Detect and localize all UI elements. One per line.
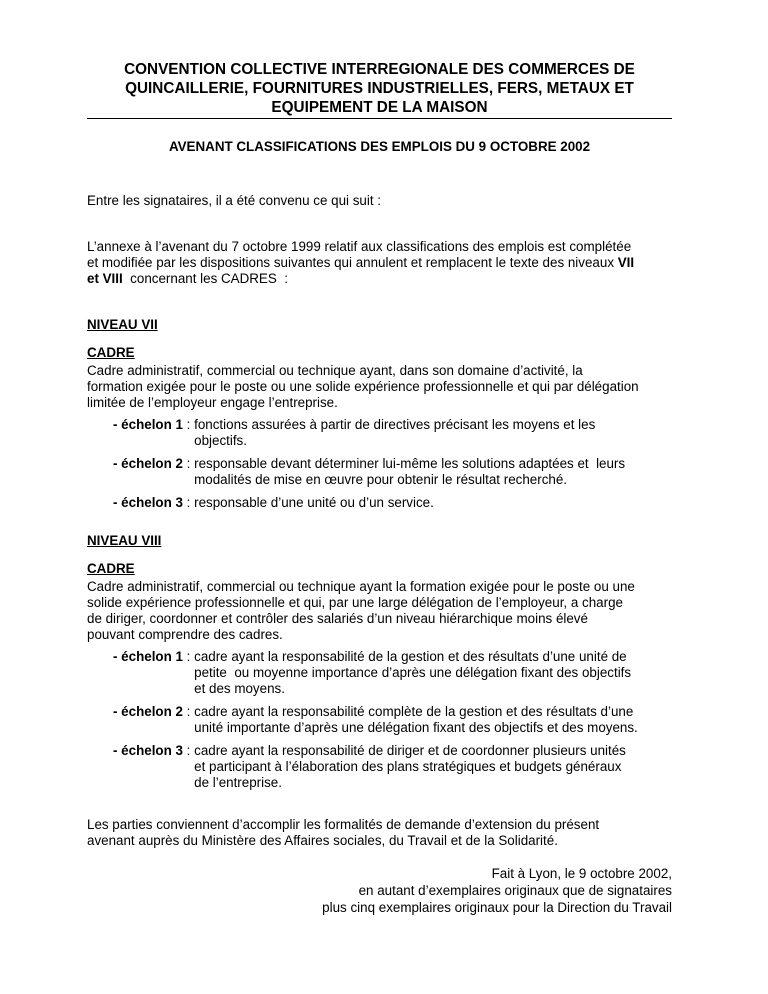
annexe-line: et modifiée par les dispositions suivantes qui annulent et remplacent le texte des niveaux VII: [87, 255, 635, 270]
niveau-vii-heading: NIVEAU VII: [87, 317, 158, 332]
signature-block: Fait à Lyon, le 9 octobre 2002, en autant d’exemplaires originaux que de signataires plus cinq exemplaires originaux pour la Direction du Travail: [322, 866, 672, 915]
niveau-viii-echelons: [87, 649, 672, 791]
echelon-item: - échelon 1 : cadre ayant la responsabilité de la gestion et des résultats d’une unité de petite ou moyenne importance d’après une délégation fixant des objectifs et des moyens.: [113, 649, 632, 696]
annexe-line: L’annexe à l’avenant du 7 octobre 1999 relatif aux classifications des emplois est complétée: [87, 239, 632, 254]
title-line: EQUIPEMENT DE LA MAISON: [271, 99, 488, 116]
document-page: [87, 60, 672, 916]
echelon-item: - échelon 3 : cadre ayant la responsabilité de diriger et de coordonner plusieurs unités et participant à l’élaboration des plans stratégiques et budgets généraux de l’entreprise.: [113, 743, 626, 790]
niveau-vii-description: Cadre administratif, commercial ou technique ayant, dans son domaine d’activité, la formation exigée pour le poste ou une solide expérience professionnelle et qui par délégation limitée de l’employeur engage l’entreprise.: [87, 363, 639, 410]
echelon-item: - échelon 2 : responsable devant déterminer lui-même les solutions adaptées et leurs modalités de mise en œuvre pour obtenir le résultat recherché.: [113, 456, 626, 487]
echelon-item: - échelon 1 : fonctions assurées à partir de directives précisant les moyens et les objectifs.: [113, 417, 596, 448]
niveau-vii-cadre-heading: CADRE: [87, 345, 135, 360]
document-title: [87, 60, 672, 119]
title-line: CONVENTION COLLECTIVE INTERREGIONALE DES COMMERCES DE: [124, 61, 635, 78]
niveau-viii-cadre-heading: CADRE: [87, 561, 135, 576]
echelon-item: - échelon 2 : cadre ayant la responsabilité complète de la gestion et des résultats d’une unité importante d’après une délégation fixant des objectifs et des moyens.: [113, 704, 638, 735]
annexe-paragraph: [87, 239, 672, 287]
document-subtitle: AVENANT CLASSIFICATIONS DES EMPLOIS DU 9 OCTOBRE 2002: [168, 139, 591, 154]
niveau-viii-heading: NIVEAU VIII: [87, 533, 162, 548]
title-line: QUINCAILLERIE, FOURNITURES INDUSTRIELLES, FERS, METAUX ET: [125, 80, 634, 97]
closing-paragraph: Les parties conviennent d’accomplir les formalités de demande d’extension du présent avenant auprès du Ministère des Affaires sociales, du Travail et de la Solidarité.: [87, 817, 600, 848]
niveau-viii-description: Cadre administratif, commercial ou technique ayant la formation exigée pour le poste ou une solide expérience professionnelle et qui, par une large délégation de l’employeur, a charge de diriger, coordonner et contrôler des salariés d’un niveau hiérarchique moins élevé pouvant comprendre des cadres.: [87, 579, 635, 642]
niveau-vii-echelons: [87, 417, 672, 511]
echelon-item: - échelon 3 : responsable d’une unité ou d’un service.: [113, 495, 434, 510]
annexe-line: et VIII concernant les CADRES :: [87, 271, 288, 286]
intro-paragraph: Entre les signataires, il a été convenu ce qui suit :: [87, 193, 382, 208]
